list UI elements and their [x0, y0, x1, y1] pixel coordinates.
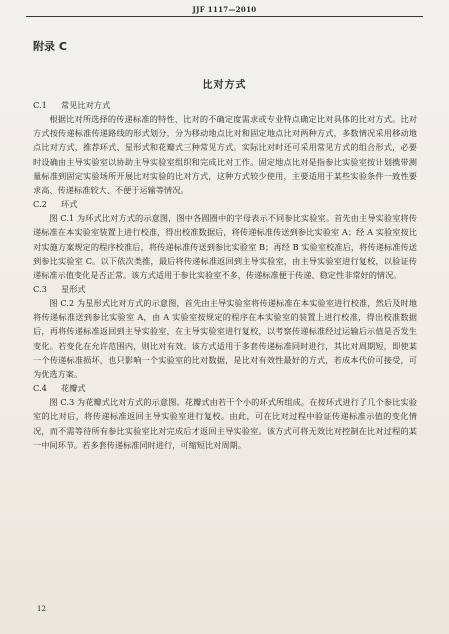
running-header: JJF 1117—2010: [192, 5, 257, 14]
appendix-label: 附录 C: [33, 40, 67, 53]
section-paragraph: 图 C.3 为花瓣式比对方式的示意图。花瓣式由若干个小的环式所组成。在按环式进行了几个参比实验室的比对后，将传递标准返回主导实验室进行复校。由此，可在比对过程中验证传递标准示值的变化情况，而不需等待所有参比实验室比对完成后才返回主导实验室。该方式可将无效比对控制在比对过程的某一中间环节。若多套传递标准同时进行，可缩短比对周期。: [33, 397, 417, 450]
section-heading: [33, 197, 417, 211]
section-paragraph: 图 C.1 为环式比对方式的示意图，图中各圆圈中的字母表示不同参比实验室。首先由主导实验室将传递标准在本实验室装置上进行校准，得出校准数据后，将传递标准传送到参比实验室 A；经 A 实验室按比对实施方案规定的程序校准后，将传递标准传送到参比实验室 B；再经 B 实验室校准后，将传递标准传送到参比实验室 C。以下依次类推，最后将传递标准返回到主导实验室，由主导实验室进行复校，以验证传递标准示值变化是否正常。该方式适用于参比实验室不多，传递标准便于传递、稳定性非常好的情况。: [33, 213, 417, 280]
section-number: C.4: [33, 383, 47, 394]
section-number: C.2: [33, 199, 47, 210]
section-heading: [33, 282, 417, 296]
section-title: 星形式: [61, 284, 86, 294]
document-title: 比对方式: [202, 80, 247, 91]
section-paragraph: 图 C.2 为星形式比对方式的示意图，首先由主导实验室将传递标准在本实验室进行校准，然后及时地将传递标准送到参比实验室 A，由 A 实验室按规定的程序在本实验室的装置上进行校准，得出校准数据后，再将传递标准返回到主导实验室，在主导实验室进行复校，以考察传递标准经过运输后示值是否发生变化。若变化在允许范围内，则比对有效。该方式适用于多套传递标准同时进行，其比对周期短，即使某一个传递标准损坏，也只影响一个实验室的比对数据，是比对有效性最好的方式，若成本代价可接受，可为优选方案。: [33, 298, 417, 379]
section-title: 环式: [61, 199, 78, 210]
section-heading: [33, 381, 417, 395]
section-title: 花瓣式: [61, 383, 86, 394]
header-rule: [26, 16, 423, 17]
section-number: C.3: [33, 284, 47, 294]
section-heading: [33, 98, 417, 112]
section-title: 常见比对方式: [61, 100, 111, 110]
section-paragraph: 根据比对所选择的传递标准的特性、比对的不确定度需求或专业特点确定比对具体的比对方式。比对方式按传递标准传递路线的形式划分，分为移动地点比对和固定地点比对两种方式，多数情况采用移动地点比对方式，推荐环式、星形式和花瓣式三种常见方式。实际比对时还可采用常见方式的组合形式，必要时设确由主导实验室以协助主导实验室组织和完成比对工作。固定地点比对是指参比实验室按计划携带测量标准到固定实验场所开展比对实验的比对方式，这种方式较少使用，主要适用于某些实验条件一致性要求高、传递标准较大、不便于运输等情况。: [33, 114, 417, 195]
section-number: C.1: [33, 100, 47, 110]
page-number: 12: [37, 605, 46, 613]
document-body: [33, 98, 417, 452]
